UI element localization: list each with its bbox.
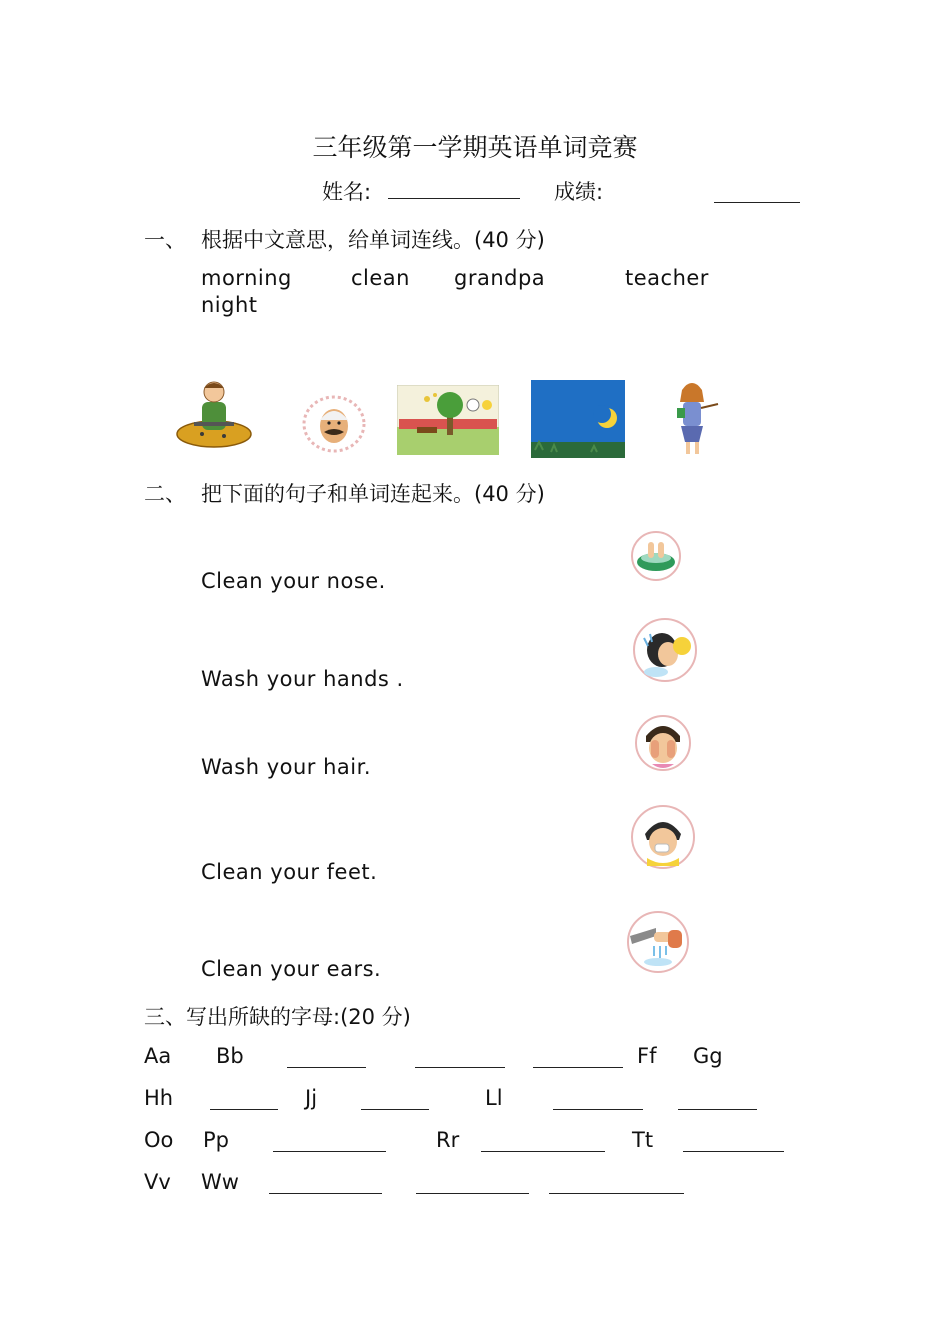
letter-bb: Bb <box>216 1044 244 1068</box>
section1-number: 一、 <box>144 228 186 252</box>
letter-ll: Ll <box>485 1086 503 1110</box>
letter-hh: Hh <box>144 1086 174 1110</box>
morning-park-illustration <box>397 385 499 455</box>
grandpa-illustration <box>300 394 368 454</box>
section2-number: 二、 <box>144 482 186 506</box>
name-field <box>322 176 520 206</box>
section1-instruction: 根据中文意思，给单词连线。(40 分) <box>201 228 545 252</box>
section2-instruction: 把下面的句子和单词连起来。(40 分) <box>201 482 545 506</box>
score-field <box>554 176 603 206</box>
letter-blank[interactable] <box>287 1067 366 1068</box>
word-morning: morning <box>201 266 292 290</box>
letter-rr: Rr <box>436 1128 460 1152</box>
sentence-clean-feet: Clean your feet. <box>201 860 378 884</box>
letter-oo: Oo <box>144 1128 174 1152</box>
letter-pp: Pp <box>203 1128 229 1152</box>
letter-aa: Aa <box>144 1044 172 1068</box>
face-washing-illustration <box>632 714 694 772</box>
section1-heading <box>144 224 545 254</box>
letter-blank[interactable] <box>415 1067 505 1068</box>
letter-blank[interactable] <box>210 1109 278 1110</box>
letter-blank[interactable] <box>678 1109 757 1110</box>
letter-blank[interactable] <box>553 1109 643 1110</box>
page-title: 三年级第一学期英语单词竞赛 <box>312 133 638 162</box>
sentence-clean-nose: Clean your nose. <box>201 569 386 593</box>
section2-heading <box>144 478 545 508</box>
teacher-illustration <box>668 378 724 460</box>
letter-gg: Gg <box>693 1044 723 1068</box>
letter-ff: Ff <box>637 1044 657 1068</box>
sentence-wash-hair: Wash your hair. <box>201 755 372 779</box>
cleaning-boy-illustration <box>172 378 256 458</box>
night-moon-illustration <box>531 380 625 458</box>
score-blank[interactable] <box>714 202 800 203</box>
feet-washing-illustration <box>628 530 684 582</box>
name-label: 姓名: <box>322 180 372 204</box>
letter-blank[interactable] <box>533 1067 623 1068</box>
word-grandpa: grandpa <box>454 266 546 290</box>
letter-blank[interactable] <box>273 1151 386 1152</box>
word-night: night <box>201 293 258 317</box>
letter-blank[interactable] <box>683 1151 784 1152</box>
letter-blank[interactable] <box>269 1193 382 1194</box>
score-label: 成绩: <box>554 180 604 204</box>
letter-tt: Tt <box>632 1128 654 1152</box>
letter-vv: Vv <box>144 1170 171 1194</box>
letter-blank[interactable] <box>481 1151 605 1152</box>
name-blank[interactable] <box>388 176 520 199</box>
letter-blank[interactable] <box>416 1193 529 1194</box>
letter-blank[interactable] <box>549 1193 684 1194</box>
section3-heading: 三、写出所缺的字母:(20 分) <box>144 1005 411 1029</box>
word-teacher: teacher <box>625 266 709 290</box>
letter-blank[interactable] <box>361 1109 429 1110</box>
sentence-clean-ears: Clean your ears. <box>201 957 382 981</box>
hand-washing-illustration <box>626 910 690 974</box>
hair-washing-illustration <box>632 616 698 684</box>
letter-ww: Ww <box>201 1170 239 1194</box>
nose-cleaning-illustration <box>629 804 697 870</box>
letter-jj: Jj <box>305 1086 318 1110</box>
sentence-wash-hands: Wash your hands . <box>201 667 404 691</box>
word-clean: clean <box>351 266 410 290</box>
